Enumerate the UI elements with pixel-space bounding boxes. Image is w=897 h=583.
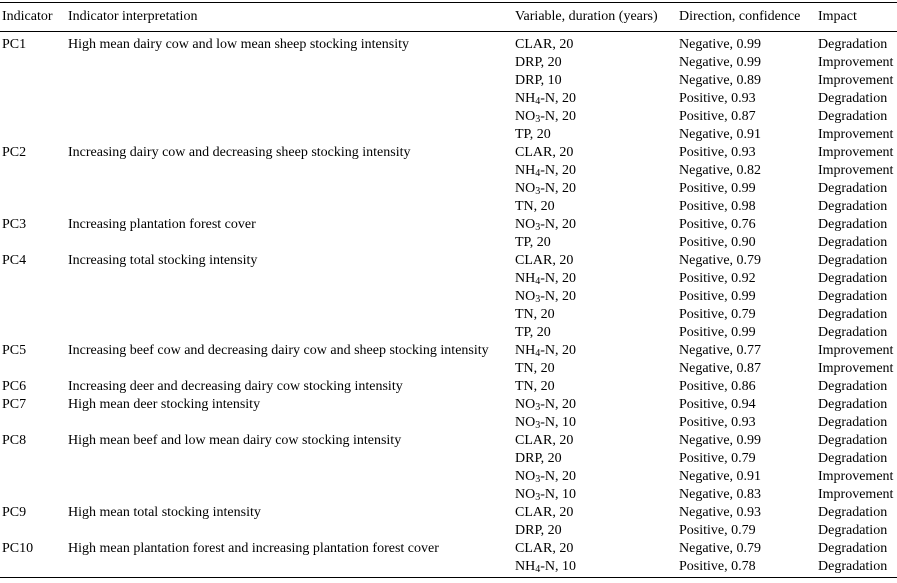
cell-impact: Degradation [818, 37, 888, 52]
cell-impact: Improvement [818, 127, 894, 142]
cell-impact: Degradation [818, 307, 888, 322]
cell-direction: Negative, 0.91 [679, 469, 762, 484]
cell-variable: $NH_4-N$, 20 [515, 163, 577, 179]
cell-direction: Positive, 0.99 [679, 289, 756, 304]
table-row [0, 360, 897, 378]
table-row [0, 306, 897, 324]
table-row [0, 270, 897, 288]
cell-variable: TP, 20 [515, 235, 551, 250]
cell-variable: $NO_3-N$, 20 [515, 181, 577, 197]
cell-direction: Positive, 0.99 [679, 325, 756, 340]
cell-variable: TN, 20 [515, 361, 555, 376]
cell-direction: Negative, 0.89 [679, 73, 762, 88]
cell-direction: Positive, 0.93 [679, 415, 756, 430]
cell-impact: Degradation [818, 271, 888, 286]
table-row [0, 504, 897, 522]
cell-indicator: PC8 [2, 433, 27, 448]
cell-interpretation: Increasing total stocking intensity [68, 253, 258, 268]
cell-direction: Positive, 0.86 [679, 379, 756, 394]
cell-variable: $NO_3-N$, 20 [515, 289, 577, 305]
cell-variable: CLAR, 20 [515, 541, 574, 556]
cell-direction: Positive, 0.79 [679, 307, 756, 322]
cell-impact: Improvement [818, 487, 894, 502]
cell-variable: $NO_3-N$, 20 [515, 109, 577, 125]
header-indicator: Indicator [2, 9, 53, 24]
cell-impact: Improvement [818, 55, 894, 70]
table-row [0, 180, 897, 198]
cell-direction: Positive, 0.87 [679, 109, 756, 124]
table-row [0, 468, 897, 486]
cell-interpretation: Increasing beef cow and decreasing dairy cow and sheep stocking intensity [68, 343, 489, 358]
cell-interpretation: High mean beef and low mean dairy cow stocking intensity [68, 433, 402, 448]
cell-variable: CLAR, 20 [515, 505, 574, 520]
bottom-rule [0, 577, 897, 578]
cell-impact: Degradation [818, 289, 888, 304]
header-direction: Direction, confidence [679, 9, 801, 24]
cell-indicator: PC6 [2, 379, 27, 394]
cell-variable: $NO_3-N$, 20 [515, 397, 577, 413]
cell-variable: CLAR, 20 [515, 37, 574, 52]
cell-interpretation: High mean deer stocking intensity [68, 397, 261, 412]
cell-interpretation: Increasing dairy cow and decreasing sheep stocking intensity [68, 145, 411, 160]
cell-direction: Positive, 0.92 [679, 271, 756, 286]
cell-direction: Positive, 0.93 [679, 145, 756, 160]
table-row [0, 558, 897, 576]
table-row [0, 234, 897, 252]
cell-impact: Degradation [818, 109, 888, 124]
table-row [0, 378, 897, 396]
cell-interpretation: High mean total stocking intensity [68, 505, 261, 520]
table-row [0, 432, 897, 450]
cell-direction: Negative, 0.83 [679, 487, 762, 502]
cell-direction: Positive, 0.90 [679, 235, 756, 250]
cell-direction: Positive, 0.78 [679, 559, 756, 574]
cell-variable: $NO_3-N$, 10 [515, 487, 577, 503]
cell-impact: Improvement [818, 163, 894, 178]
table-row [0, 252, 897, 270]
cell-direction: Positive, 0.98 [679, 199, 756, 214]
cell-impact: Degradation [818, 559, 888, 574]
cell-impact: Degradation [818, 199, 888, 214]
cell-direction: Negative, 0.77 [679, 343, 762, 358]
header-rule [0, 31, 897, 32]
cell-variable: DRP, 20 [515, 451, 562, 466]
cell-variable: TN, 20 [515, 307, 555, 322]
cell-variable: TN, 20 [515, 199, 555, 214]
cell-variable: DRP, 10 [515, 73, 562, 88]
cell-variable: $NH_4-N$, 20 [515, 343, 577, 359]
table-row [0, 486, 897, 504]
cell-impact: Degradation [818, 523, 888, 538]
cell-interpretation: Increasing plantation forest cover [68, 217, 256, 232]
cell-direction: Negative, 0.99 [679, 433, 762, 448]
cell-variable: $NO_3-N$, 20 [515, 469, 577, 485]
cell-indicator: PC4 [2, 253, 27, 268]
cell-indicator: PC9 [2, 505, 27, 520]
cell-direction: Negative, 0.79 [679, 253, 762, 268]
cell-indicator: PC5 [2, 343, 27, 358]
header-row [0, 8, 897, 26]
table-row [0, 198, 897, 216]
cell-impact: Degradation [818, 541, 888, 556]
cell-interpretation: High mean plantation forest and increasing plantation forest cover [68, 541, 439, 556]
table-row [0, 144, 897, 162]
cell-direction: Positive, 0.76 [679, 217, 756, 232]
table-row [0, 36, 897, 54]
cell-impact: Improvement [818, 361, 894, 376]
cell-impact: Improvement [818, 469, 894, 484]
cell-direction: Positive, 0.99 [679, 181, 756, 196]
table-row [0, 342, 897, 360]
cell-variable: CLAR, 20 [515, 433, 574, 448]
cell-interpretation: Increasing deer and decreasing dairy cow stocking intensity [68, 379, 403, 394]
cell-variable: CLAR, 20 [515, 145, 574, 160]
cell-impact: Degradation [818, 505, 888, 520]
table-row [0, 324, 897, 342]
cell-impact: Degradation [818, 325, 888, 340]
cell-variable: TP, 20 [515, 127, 551, 142]
cell-variable: CLAR, 20 [515, 253, 574, 268]
cell-impact: Degradation [818, 397, 888, 412]
cell-impact: Degradation [818, 253, 888, 268]
cell-variable: $NO_3-N$, 10 [515, 415, 577, 431]
cell-direction: Positive, 0.79 [679, 451, 756, 466]
top-rule [0, 2, 897, 3]
cell-direction: Negative, 0.91 [679, 127, 762, 142]
table-row [0, 162, 897, 180]
cell-direction: Positive, 0.94 [679, 397, 756, 412]
cell-direction: Positive, 0.93 [679, 91, 756, 106]
cell-interpretation: High mean dairy cow and low mean sheep stocking intensity [68, 37, 409, 52]
cell-variable: DRP, 20 [515, 55, 562, 70]
header-interpretation: Indicator interpretation [68, 9, 198, 24]
cell-indicator: PC7 [2, 397, 27, 412]
table-row [0, 450, 897, 468]
cell-direction: Positive, 0.79 [679, 523, 756, 538]
cell-indicator: PC3 [2, 217, 27, 232]
header-variable: Variable, duration (years) [515, 9, 658, 24]
cell-impact: Degradation [818, 217, 888, 232]
cell-direction: Negative, 0.93 [679, 505, 762, 520]
cell-impact: Degradation [818, 415, 888, 430]
table-row [0, 72, 897, 90]
cell-variable: $NH_4-N$, 20 [515, 271, 577, 287]
cell-impact: Degradation [818, 433, 888, 448]
cell-direction: Negative, 0.99 [679, 37, 762, 52]
cell-impact: Improvement [818, 343, 894, 358]
cell-impact: Improvement [818, 145, 894, 160]
header-impact: Impact [818, 9, 857, 24]
cell-variable: $NH_4-N$, 10 [515, 559, 577, 575]
cell-variable: TN, 20 [515, 379, 555, 394]
table-row [0, 108, 897, 126]
cell-variable: $NH_4-N$, 20 [515, 91, 577, 107]
table-row [0, 216, 897, 234]
cell-direction: Negative, 0.87 [679, 361, 762, 376]
cell-impact: Degradation [818, 235, 888, 250]
cell-variable: TP, 20 [515, 325, 551, 340]
cell-impact: Degradation [818, 181, 888, 196]
table-row [0, 90, 897, 108]
table-row [0, 54, 897, 72]
table-row [0, 414, 897, 432]
cell-variable: DRP, 20 [515, 523, 562, 538]
cell-indicator: PC2 [2, 145, 27, 160]
cell-direction: Negative, 0.79 [679, 541, 762, 556]
cell-direction: Negative, 0.82 [679, 163, 762, 178]
cell-indicator: PC10 [2, 541, 34, 556]
cell-impact: Degradation [818, 379, 888, 394]
cell-impact: Degradation [818, 451, 888, 466]
cell-indicator: PC1 [2, 37, 27, 52]
table-row [0, 288, 897, 306]
table-row [0, 522, 897, 540]
cell-impact: Improvement [818, 73, 894, 88]
cell-direction: Negative, 0.99 [679, 55, 762, 70]
table-row [0, 540, 897, 558]
cell-variable: $NO_3-N$, 20 [515, 217, 577, 233]
cell-impact: Degradation [818, 91, 888, 106]
table-row [0, 396, 897, 414]
table-row [0, 126, 897, 144]
